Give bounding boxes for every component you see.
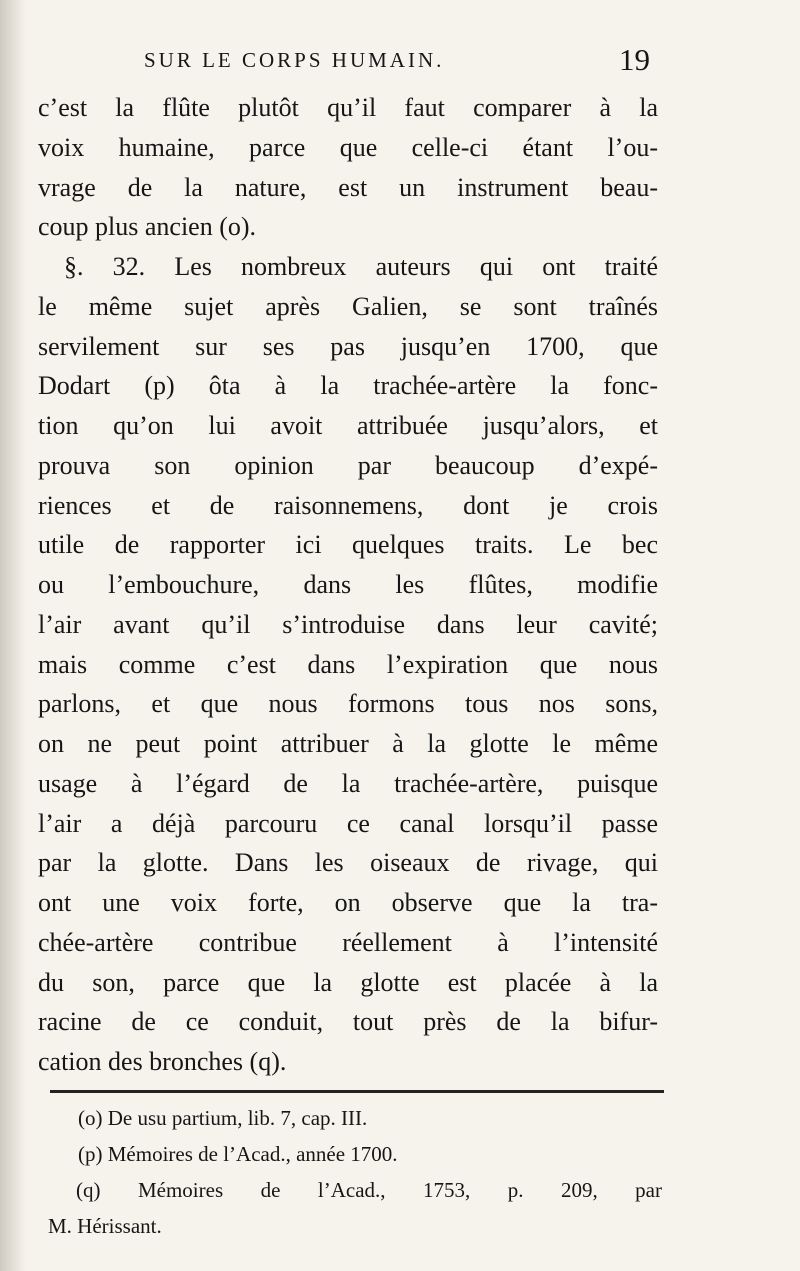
text-line: racine de ce conduit, tout près de la bifur- [38,1007,658,1037]
text-line: ont une voix forte, on observe que la tra- [38,888,658,917]
text-line: prouva son opinion par beaucoup d’expé- [38,450,658,480]
running-title: SUR LE CORPS HUMAIN. [144,48,445,72]
footnote-q-continuation: M. Hérissant. [48,1214,162,1238]
body-text [38,88,658,1082]
footnote-p: (p) Mémoires de l’Acad., année 1700. [78,1142,398,1166]
footnote-o: (o) De usu partium, lib. 7, cap. III. [78,1106,368,1130]
text-line: utile de rapporter ici quelques traits. Le bec [38,530,658,560]
text-line: par la glotte. Dans les oiseaux de rivage, qui [38,848,658,878]
text-line: Dodart (p) ôta à la trachée-artère la fonc- [38,371,658,401]
text-line: mais comme c’est dans l’expiration que nous [38,649,658,679]
text-line: coup plus ancien (o). [38,212,257,242]
page-edge-shadow [0,0,26,1271]
text-line: l’air a déjà parcouru ce canal lorsqu’il passe [38,808,658,838]
text-line: voix humaine, parce que celle-ci étant l’ou- [38,132,658,162]
text-line: ou l’embouchure, dans les flûtes, modifie [38,570,658,599]
text-line: vrage de la nature, est un instrument beau- [38,172,658,202]
text-line: l’air avant qu’il s’introduise dans leur cavité; [38,609,658,639]
text-line: du son, parce que la glotte est placée à la [38,967,658,997]
text-line: on ne peut point attribuer à la glotte le même [38,729,658,758]
running-head [40,44,654,84]
footnote-rule [50,1090,664,1093]
text-line: c’est la flûte plutôt qu’il faut comparer à la [38,93,658,122]
text-line: parlons, et que nous formons tous nos sons, [38,689,658,719]
text-line: le même sujet après Galien, se sont traînés [38,291,658,321]
text-line: chée-artère contribue réellement à l’intensité [38,927,658,957]
text-line: §. 32. Les nombreux auteurs qui ont traité [64,252,658,281]
text-line: tion qu’on lui avoit attribuée jusqu’alors, et [38,411,658,440]
text-line: riences et de raisonnemens, dont je crois [38,490,658,520]
text-line: cation des bronches (q). [38,1047,287,1076]
footnote-q: (q) Mémoires de l’Acad., 1753, p. 209, par [76,1178,662,1202]
text-line: usage à l’égard de la trachée-artère, puisque [38,768,658,798]
footnotes [48,1100,668,1244]
page-number: 19 [619,42,650,77]
text-line: servilement sur ses pas jusqu’en 1700, que [38,331,658,361]
